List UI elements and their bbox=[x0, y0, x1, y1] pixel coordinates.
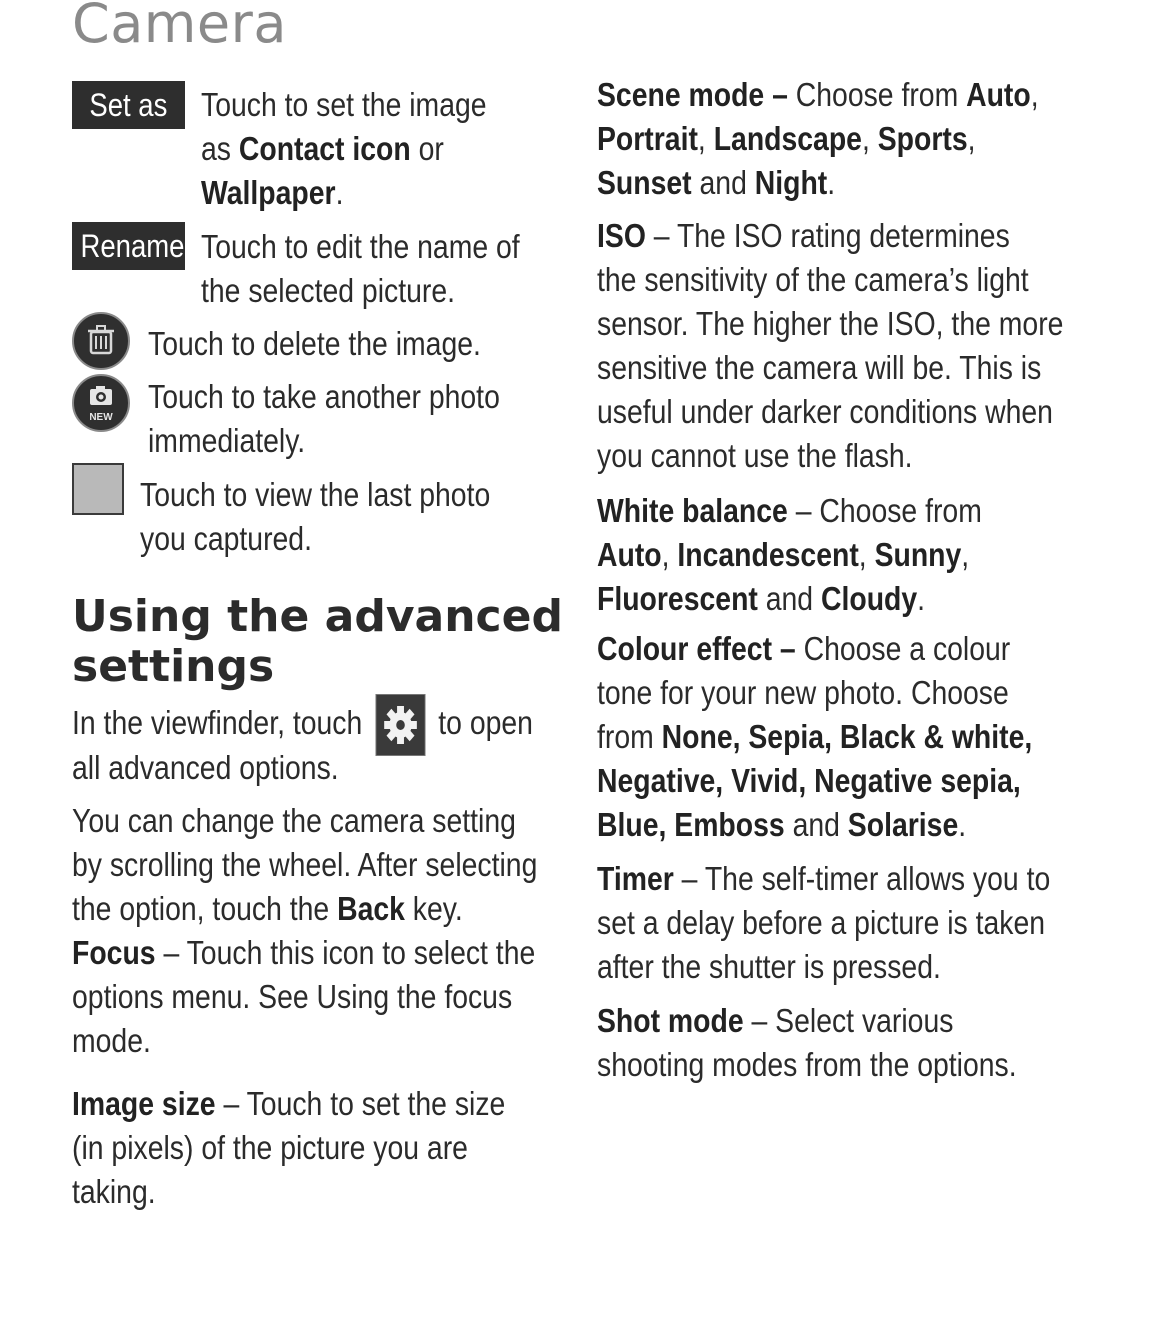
new-photo-line1: Touch to take another photo bbox=[148, 378, 500, 415]
intro-text-post: to open bbox=[438, 704, 533, 741]
change-line3: the option, touch the Back key. bbox=[72, 890, 463, 927]
iso-term: ISO bbox=[597, 217, 646, 254]
white-balance-term: White balance bbox=[597, 492, 788, 529]
iso-line2: the sensitivity of the camera’s light bbox=[597, 261, 1029, 298]
shot-mode-term: Shot mode bbox=[597, 1002, 744, 1039]
white-balance-line2: Auto, Incandescent, Sunny, bbox=[597, 536, 970, 573]
rename-line2: the selected picture. bbox=[201, 272, 455, 309]
shot-mode-line2: shooting modes from the options. bbox=[597, 1046, 1017, 1083]
white-balance-line3: Fluorescent and Cloudy. bbox=[597, 580, 926, 617]
wallpaper-term: Wallpaper bbox=[201, 174, 336, 211]
image-size-term: Image size bbox=[72, 1085, 216, 1122]
iso-line1: ISO – The ISO rating determines bbox=[597, 217, 1010, 254]
iso-line4: sensitive the camera will be. This is bbox=[597, 349, 1042, 386]
camera-new-icon[interactable] bbox=[72, 374, 130, 432]
iso-line5: useful under darker conditions when bbox=[597, 393, 1053, 430]
last-photo-line2: you captured. bbox=[140, 520, 312, 557]
scene-mode-line3: Sunset and Night. bbox=[597, 164, 836, 201]
last-photo-line1: Touch to view the last photo bbox=[140, 476, 491, 513]
rename-button[interactable] bbox=[72, 222, 185, 270]
set-as-line2: as Contact icon or bbox=[201, 130, 444, 167]
trash-icon[interactable] bbox=[72, 312, 130, 370]
image-size-line3: taking. bbox=[72, 1173, 156, 1210]
thumbnail-icon[interactable] bbox=[72, 463, 124, 515]
focus-line3: mode. bbox=[72, 1022, 151, 1059]
iso-line3: sensor. The higher the ISO, the more bbox=[597, 305, 1064, 342]
page-title: Camera bbox=[72, 0, 287, 55]
timer-line2: set a delay before a picture is taken bbox=[597, 904, 1046, 941]
new-icon-text: NEW bbox=[89, 412, 113, 423]
white-balance-line1: White balance – Choose from bbox=[597, 492, 982, 529]
intro-line2-text: all advanced options. bbox=[72, 749, 339, 786]
iso-line6: you cannot use the flash. bbox=[597, 437, 913, 474]
focus-line2: options menu. See Using the focus bbox=[72, 978, 513, 1015]
rename-description bbox=[201, 225, 520, 313]
colour-effect-line4: Negative, Vivid, Negative sepia, bbox=[597, 762, 1021, 799]
scene-mode-line1: Scene mode – Choose from Auto, bbox=[597, 76, 1039, 113]
new-photo-description bbox=[148, 375, 500, 463]
rename-line1: Touch to edit the name of bbox=[201, 228, 520, 265]
set-as-line3: Wallpaper. bbox=[201, 174, 344, 211]
colour-effect-line2: tone for your new photo. Choose bbox=[597, 674, 1009, 711]
contact-icon-term: Contact icon bbox=[238, 130, 411, 167]
timer-term: Timer bbox=[597, 860, 674, 897]
colour-effect-paragraph bbox=[597, 627, 1032, 847]
set-as-button[interactable] bbox=[72, 81, 185, 129]
new-photo-line2: immediately. bbox=[148, 422, 306, 459]
colour-effect-term: Colour effect – bbox=[597, 630, 796, 667]
timer-line3: after the shutter is pressed. bbox=[597, 948, 941, 985]
settings-gear-icon[interactable] bbox=[375, 694, 425, 756]
colour-effect-line5: Blue, Emboss and Solarise. bbox=[597, 806, 967, 843]
section-heading bbox=[72, 592, 563, 692]
rename-label: Rename bbox=[80, 228, 185, 264]
last-photo-description bbox=[140, 473, 490, 561]
scene-mode-line2: Portrait, Landscape, Sports, bbox=[597, 120, 976, 157]
timer-line1: Timer – The self-timer allows you to bbox=[597, 860, 1051, 897]
set-as-label: Set as bbox=[89, 87, 168, 123]
section-heading-line2: settings bbox=[72, 641, 275, 692]
intro-text-pre: In the viewfinder, touch bbox=[72, 704, 363, 741]
delete-description bbox=[148, 322, 481, 366]
change-line1: You can change the camera setting bbox=[72, 802, 516, 839]
set-as-description bbox=[201, 83, 487, 215]
shot-mode-paragraph bbox=[597, 999, 1017, 1087]
timer-paragraph bbox=[597, 857, 1050, 989]
white-balance-paragraph bbox=[597, 489, 982, 621]
scene-mode-paragraph bbox=[597, 73, 1039, 205]
scene-mode-term: Scene mode – bbox=[597, 76, 788, 113]
section-heading-line1: Using the advanced bbox=[72, 591, 563, 642]
change-line2: by scrolling the wheel. After selecting bbox=[72, 846, 538, 883]
focus-term: Focus bbox=[72, 934, 156, 971]
intro-line2 bbox=[72, 746, 339, 790]
shot-mode-line1: Shot mode – Select various bbox=[597, 1002, 954, 1039]
back-key-term: Back bbox=[337, 890, 405, 927]
change-settings-paragraph bbox=[72, 799, 537, 1063]
iso-paragraph bbox=[597, 214, 1063, 478]
set-as-line1: Touch to set the image bbox=[201, 86, 487, 123]
focus-line1: Focus – Touch this icon to select the bbox=[72, 934, 536, 971]
image-size-paragraph bbox=[72, 1082, 505, 1214]
colour-effect-line1: Colour effect – Choose a colour bbox=[597, 630, 1011, 667]
colour-effect-line3: from None, Sepia, Black & white, bbox=[597, 718, 1033, 755]
image-size-line2: (in pixels) of the picture you are bbox=[72, 1129, 468, 1166]
image-size-line1: Image size – Touch to set the size bbox=[72, 1085, 506, 1122]
delete-line1: Touch to delete the image. bbox=[148, 325, 481, 362]
